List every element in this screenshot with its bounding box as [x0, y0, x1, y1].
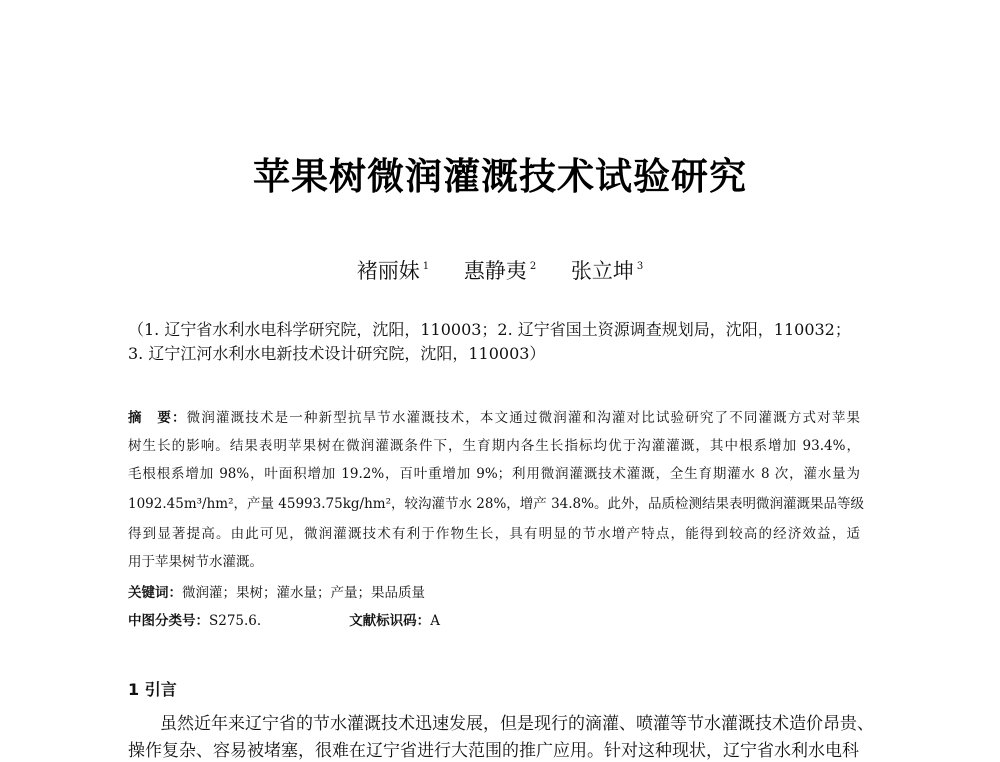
- abstract-line-4: 1092.45m³/hm²，产量 45993.75kg/hm²，较沟灌节水 28%，增产 34.8%。此外，品质检测结果表明微润灌溉果品等级: [128, 496, 864, 512]
- author-list: [0, 255, 1000, 285]
- abstract-label: 摘 要：: [128, 410, 187, 426]
- doc-code-value: A: [430, 613, 440, 629]
- classification-line: [128, 611, 440, 631]
- affiliation-line-2: 3. 辽宁江河水利水电新技术设计研究院，沈阳，110003）: [128, 344, 546, 363]
- body-paragraph-line-1: 虽然近年来辽宁省的节水灌溉技术迅速发展，但是现行的滴灌、喷灌等节水灌溉技术造价昂贵、: [160, 714, 874, 734]
- keywords-label: 关键词：: [128, 585, 182, 601]
- author-3: [571, 259, 643, 283]
- abstract-text: 微润灌溉技术是一种新型抗旱节水灌溉技术，本文通过微润灌和沟灌对比试验研究了不同灌溉方式对苹果: [186, 410, 861, 426]
- section-heading: 1 引言: [128, 680, 177, 699]
- author-affiliation-mark: 1: [422, 261, 430, 272]
- abstract-line-1: [128, 408, 860, 428]
- abstract-line-6: 用于苹果树节水灌溉。: [128, 554, 263, 570]
- author-name: 惠静夷: [463, 259, 527, 283]
- keywords: [128, 583, 425, 603]
- author-name: 张立坤: [570, 259, 634, 283]
- author-name: 褚丽妹: [356, 259, 420, 283]
- clc-label: 中图分类号：: [128, 613, 209, 629]
- author-2: [464, 259, 536, 283]
- paper-title: 苹果树微润灌溉技术试验研究: [253, 155, 747, 198]
- affiliation-line-1: （1. 辽宁省水利水电科学研究院，沈阳，110003；2. 辽宁省国土资源调查规划局，沈阳，110032；: [128, 320, 851, 339]
- abstract-line-3: 毛根根系增加 98%，叶面积增加 19.2%，百叶重增加 9%；利用微润灌溉技术灌溉，全生育期灌水 8 次，灌水量为: [128, 466, 860, 482]
- author-1: [357, 259, 429, 283]
- author-affiliation-mark: 3: [636, 261, 644, 272]
- clc-value: S275.6.: [209, 613, 262, 629]
- abstract-line-2: 树生长的影响。结果表明苹果树在微润灌溉条件下，生育期内各生长指标均优于沟灌灌溉，其中根系增加 93.4%，: [128, 438, 860, 454]
- keywords-value: 微润灌；果树；灌水量；产量；果品质量: [182, 585, 425, 601]
- doc-code-label: 文献标识码：: [349, 613, 431, 629]
- abstract-line-5: 得到显著提高。由此可见，微润灌溉技术有利于作物生长，具有明显的节水增产特点，能得到较高的经济效益，适: [128, 526, 860, 542]
- author-affiliation-mark: 2: [529, 261, 537, 272]
- body-paragraph-line-2: 操作复杂、容易被堵塞，很难在辽宁省进行大范围的推广应用。针对这种现状，辽宁省水利水电科: [128, 741, 859, 761]
